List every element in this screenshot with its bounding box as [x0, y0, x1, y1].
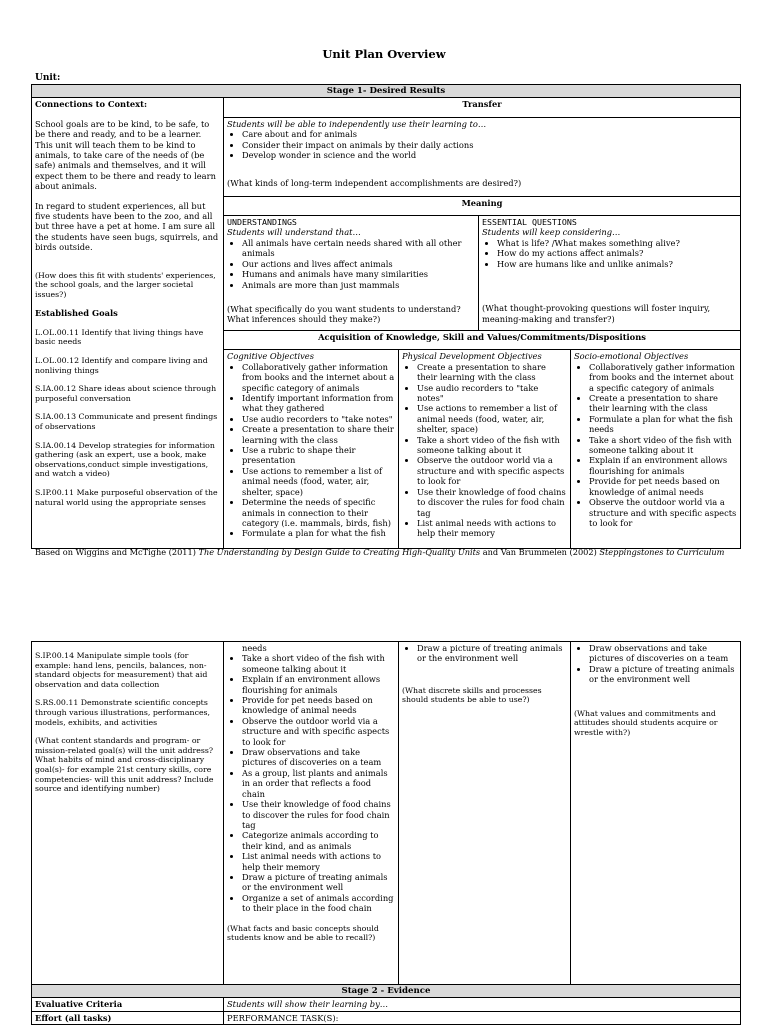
understandings-intro: Students will understand that…: [227, 227, 361, 238]
connections-prompt: (How does this fit with students' experiences, the school goals, and the larger societal issues?): [35, 270, 216, 299]
criteria-intro: Students will show their learning by…: [224, 998, 741, 1011]
list-item: • How are humans like and unlike animals?: [497, 259, 737, 269]
goal-item: S.IP.00.11 Make purposeful observation of the natural world using the appropriate senses: [35, 488, 218, 507]
list-item: • Use a rubric to shape their presentation: [242, 445, 395, 466]
transfer-prompt: (What kinds of long-term independent accomplishments are desired?): [227, 178, 522, 189]
understandings-prompt: (What specifically do you want students to understand? What inferences should they make?): [227, 303, 461, 325]
performance-label: PERFORMANCE TASK(S):: [224, 1011, 741, 1024]
questions-list: [482, 238, 737, 269]
page2-goals-prompt: (What content standards and program- or mission-related goal(s) will the unit address? What habits of mind and cross-disciplinary goal(s)- for example 21st century skills, core competencies- will this unit address? Include source and identifying number): [35, 736, 214, 794]
goal-item: L.OL.00.12 Identify and compare living and nonliving things: [35, 356, 208, 375]
questions-cell: [479, 216, 741, 331]
page2-cognitive-prompt: (What facts and basic concepts should students know and be able to recall?): [227, 923, 379, 943]
page2-physical-prompt: (What discrete skills and processes should students be able to use?): [402, 685, 542, 705]
goal-item: S.RS.00.11 Demonstrate scientific concepts through various illustrations, performances, models, exhibits, and activities: [35, 698, 211, 727]
page2-physical-cell: [399, 642, 571, 985]
list-item: • Use audio recorders to "take notes": [242, 414, 395, 424]
list-item: • Organize a set of animals according to their place in the food chain: [242, 893, 395, 914]
connections-p2: In regard to student experiences, all but five students have been to the zoo, and all but three have a pet at home. I am sure all the students have seen bugs, squirrels, and birds outside.: [35, 200, 219, 253]
list-item: • Formulate a plan for what the fish needs: [589, 414, 737, 435]
questions-prompt: (What thought-provoking questions will foster inquiry, meaning-making and transfer?): [482, 303, 711, 324]
socio-list: [574, 362, 737, 529]
list-item: • List animal needs with actions to help their memory: [242, 851, 395, 872]
list-item: • Create a presentation to share their learning with the class: [242, 424, 395, 445]
list-item: • Explain if an environment allows flourishing for animals: [589, 455, 737, 476]
stage1-table: [31, 84, 740, 549]
list-item: • Draw observations and take pictures of discoveries on a team: [242, 747, 395, 768]
list-item: • Draw a picture of treating animals or the environment well: [417, 643, 567, 664]
understandings-list: [227, 238, 475, 290]
citation-book1: The Understanding by Design Guide to Creating High-Quality Units: [198, 547, 481, 557]
list-item: • Explain if an environment allows flourishing for animals: [242, 674, 395, 695]
page2-table: [31, 641, 740, 1025]
page2-cognitive-lead: needs: [242, 643, 267, 653]
goal-item: S.IA.00.14 Develop strategies for information gathering (ask an expert, use a book, make observations,conduct simple investigations, and watch a video): [35, 440, 215, 479]
list-item: • Use actions to remember a list of animal needs (food, water, air, shelter, space): [417, 403, 567, 434]
page-title: Unit Plan Overview: [322, 47, 446, 61]
page2-cognitive-list: [227, 653, 395, 913]
goals-list: [35, 328, 220, 507]
list-item: • Use audio recorders to "take notes": [417, 383, 567, 404]
list-item: • Consider their impact on animals by their daily actions: [242, 140, 737, 150]
understandings-cell: [224, 216, 479, 331]
list-item: • Collaboratively gather information from books and the internet about a specific category of animals: [589, 362, 737, 393]
connections-cell: [32, 98, 224, 549]
transfer-list: [227, 129, 737, 160]
cognitive-cell: [224, 350, 399, 549]
list-item: • Create a presentation to share their learning with the class: [417, 362, 567, 383]
page2-goals-cell: [32, 642, 224, 985]
list-item: • Take a short video of the fish with someone talking about it: [589, 435, 737, 456]
stage2-header: Stage 2 - Evidence: [32, 985, 741, 998]
criteria-label: Evaluative Criteria: [32, 998, 224, 1011]
list-item: • Observe the outdoor world via a structure and with specific aspects to look for: [417, 455, 567, 486]
list-item: • Animals are more than just mammals: [242, 280, 475, 290]
list-item: • Create a presentation to share their learning with the class: [589, 393, 737, 414]
transfer-cell: [224, 117, 741, 196]
list-item: • Take a short video of the fish with someone talking about it: [417, 435, 567, 456]
citation-book2: Steppingstones to Curriculum: [599, 547, 725, 557]
list-item: • Take a short video of the fish with someone talking about it: [242, 653, 395, 674]
list-item: • Use actions to remember a list of animal needs (food, water, air, shelter, space): [242, 466, 395, 497]
socio-heading: Socio-emotional Objectives: [574, 351, 689, 362]
list-item: • Categorize animals according to their kind, and as animals: [242, 830, 395, 851]
questions-intro: Students will keep considering…: [482, 227, 621, 238]
page2-socio-list: [574, 643, 737, 685]
list-item: • All animals have certain needs shared with all other animals: [242, 238, 475, 259]
effort-label: Effort (all tasks): [32, 1011, 224, 1024]
list-item: • Our actions and lives affect animals: [242, 259, 475, 269]
list-item: • Use their knowledge of food chains to discover the rules for food chain tag: [417, 487, 567, 518]
physical-heading: Physical Development Objectives: [402, 351, 542, 362]
list-item: • List animal needs with actions to help their memory: [417, 518, 567, 539]
list-item: • Develop wonder in science and the world: [242, 150, 737, 160]
citation-middle: and Van Brummelen (2002): [480, 547, 600, 557]
list-item: • Formulate a plan for what the fish: [242, 528, 395, 538]
goal-item: S.IP.00.14 Manipulate simple tools (for example: hand lens, pencils, balances, non-standard objects for measurement) that aid observation and data collection: [35, 651, 208, 689]
physical-list: [402, 362, 567, 539]
goal-item: L.OL.00.11 Identify that living things have basic needs: [35, 327, 204, 347]
goal-item: S.IA.00.13 Communicate and present findings of observations: [35, 412, 218, 432]
list-item: • Provide for pet needs based on knowledge of animal needs: [589, 476, 737, 497]
list-item: • Observe the outdoor world via a structure and with specific aspects to look for: [242, 716, 395, 747]
list-item: • Use their knowledge of food chains to discover the rules for food chain tag: [242, 799, 395, 830]
connections-p1: School goals are to be kind, to be safe, to be there and ready, and to be a learner. This unit will teach them to be kind to animals, to take care of the needs of (be safe) animals and themselves, and it will expect them to be there and ready to learn about animals.: [35, 118, 216, 192]
list-item: • As a group, list plants and animals in an order that reflects a food chain: [242, 768, 395, 799]
connections-heading: Connections to Context:: [35, 99, 148, 110]
unit-label: Unit:: [35, 73, 61, 83]
list-item: • Observe the outdoor world via a structure and with specific aspects to look for: [589, 497, 737, 528]
list-item: • Provide for pet needs based on knowledge of animal needs: [242, 695, 395, 716]
list-item: • Humans and animals have many similarities: [242, 269, 475, 279]
transfer-intro: Students will be able to independently use their learning to…: [227, 118, 487, 129]
list-item: • Draw observations and take pictures of discoveries on a team: [589, 643, 737, 664]
stage1-header: Stage 1- Desired Results: [32, 85, 741, 98]
list-item: • Draw a picture of treating animals or the environment well: [589, 664, 737, 685]
socio-cell: [571, 350, 741, 549]
citation-prefix: Based on Wiggins and McTighe (2011): [35, 547, 199, 557]
physical-cell: [399, 350, 571, 549]
cognitive-list: [227, 362, 395, 539]
list-item: • Collaboratively gather information from books and the internet about a specific category of animals: [242, 362, 395, 393]
cognitive-heading: Cognitive Objectives: [227, 351, 314, 362]
page2-socio-prompt: (What values and commitments and attitudes should students acquire or wrestle with?): [574, 708, 718, 737]
list-item: • What is life? /What makes something alive?: [497, 238, 737, 248]
understandings-heading: UNDERSTANDINGS: [227, 217, 297, 228]
list-item: • Draw a picture of treating animals or the environment well: [242, 872, 395, 893]
transfer-header: Transfer: [224, 98, 741, 117]
questions-heading: ESSENTIAL QUESTIONS: [482, 217, 577, 228]
acquisition-header: Acquisition of Knowledge, Skill and Values/Commitments/Dispositions: [224, 331, 741, 350]
list-item: • Care about and for animals: [242, 129, 737, 139]
citation-footer: [35, 547, 724, 557]
goal-item: S.IA.00.12 Share ideas about science through purposeful conversation: [35, 384, 217, 403]
page2-physical-list: [402, 643, 567, 664]
page2-cognitive-cell: [224, 642, 399, 985]
list-item: • Identify important information from what they gathered: [242, 393, 395, 414]
page2-socio-cell: [571, 642, 741, 985]
meaning-header: Meaning: [224, 196, 741, 215]
goals-heading: Established Goals: [35, 308, 118, 319]
list-item: • How do my actions affect animals?: [497, 248, 737, 258]
list-item: • Determine the needs of specific animals in connection to their category (i.e. mammals, birds, fish): [242, 497, 395, 528]
